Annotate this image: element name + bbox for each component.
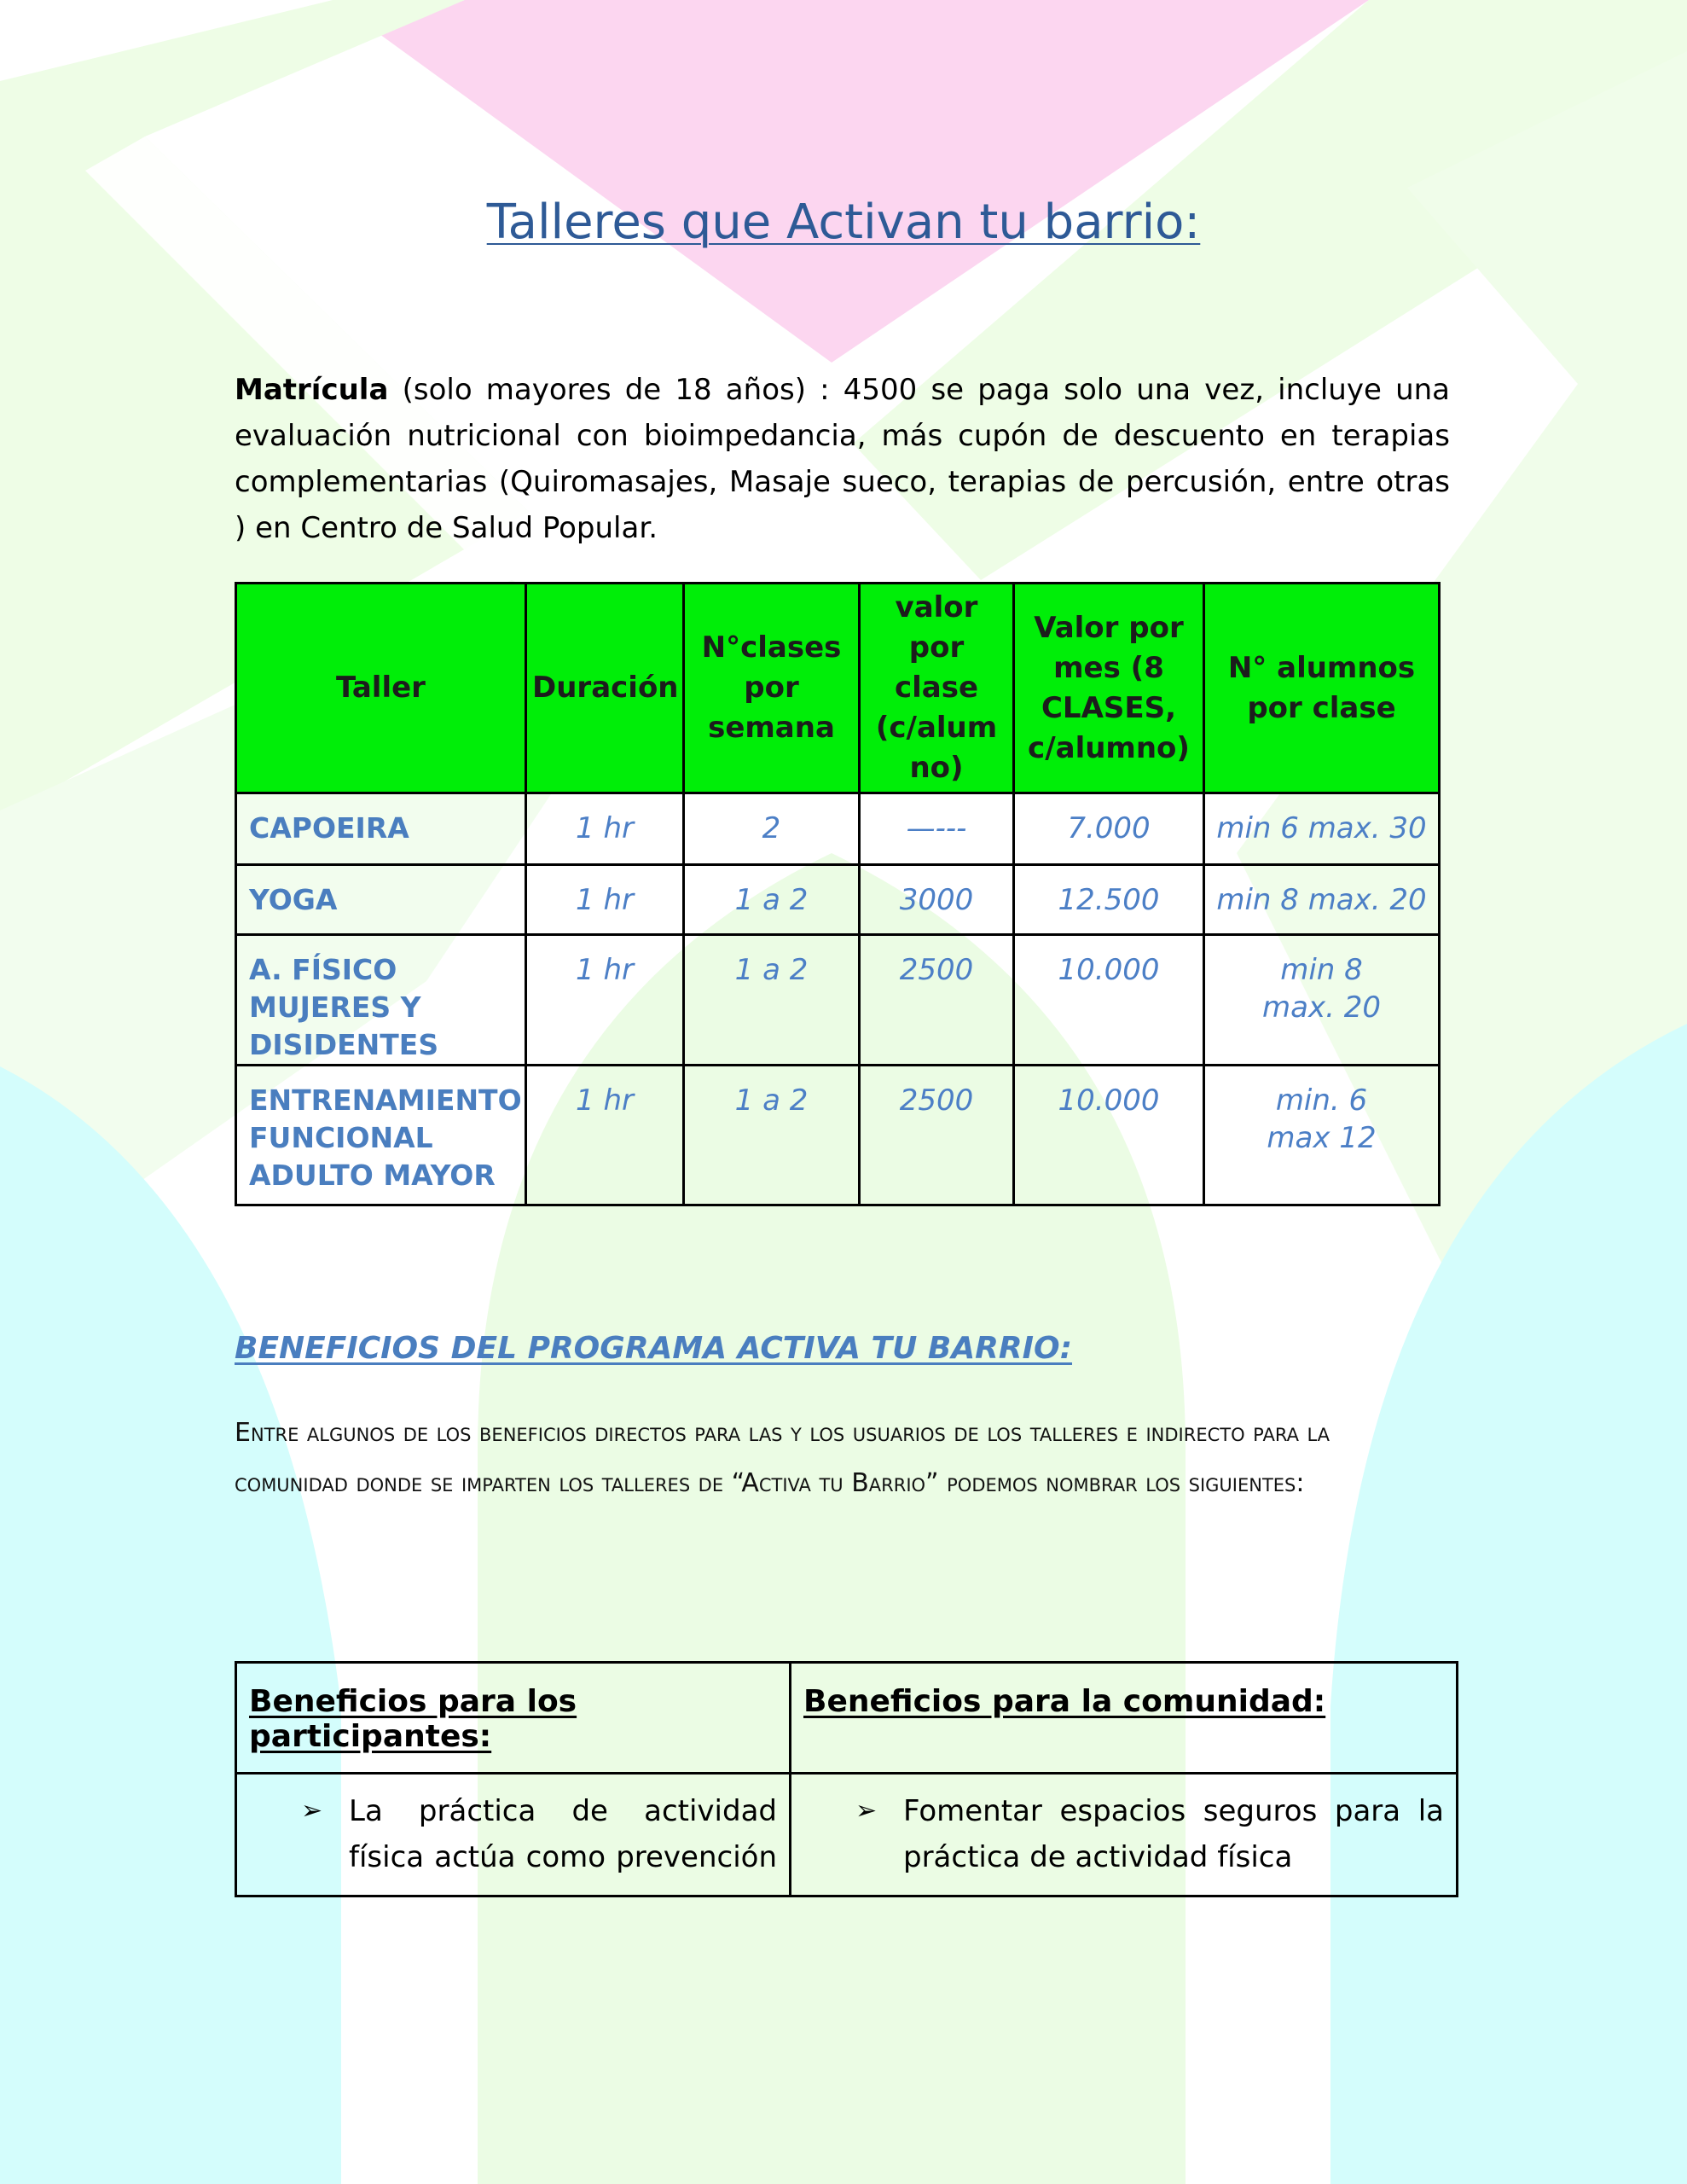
duracion-cell: 1 hr — [526, 935, 684, 1066]
valor-clase-cell: 3000 — [860, 865, 1014, 935]
valor-mes-cell: 7.000 — [1014, 793, 1204, 865]
alumnos-cell: min 6 max. 30 — [1204, 793, 1440, 865]
intro-paragraph — [235, 367, 1450, 551]
alumnos-cell: min. 6 max 12 — [1204, 1066, 1440, 1205]
valor-clase-cell: 2500 — [860, 935, 1014, 1066]
valor-mes-cell: 10.000 — [1014, 935, 1204, 1066]
beneficios-table — [235, 1661, 1458, 1897]
valor-mes-cell: 12.500 — [1014, 865, 1204, 935]
alumnos-cell: min 8 max. 20 — [1204, 865, 1440, 935]
participantes-item: La práctica de actividad física actúa como prevención — [349, 1794, 777, 1874]
intro-label: Matrícula — [235, 373, 389, 407]
valor-clase-cell: 2500 — [860, 1066, 1014, 1205]
taller-name: ENTRENAMIENTO FUNCIONAL ADULTO MAYOR — [236, 1066, 526, 1205]
clases-cell: 1 a 2 — [684, 865, 860, 935]
header-duracion: Duración — [526, 584, 684, 793]
intro-text: (solo mayores de 18 años) : 4500 se paga solo una vez, incluye una evaluación nutricional con bioimpedancia, más cupón de descuento en terapias complementarias (Quiromasajes, Masaje sueco, terapias de percusión, entre otras ) en Centro de Salud Popular. — [235, 373, 1450, 545]
alumnos-cell: min 8 max. 20 — [1204, 935, 1440, 1066]
comunidad-cell — [791, 1774, 1458, 1896]
table-row — [236, 935, 1440, 1066]
valor-clase-cell: —--- — [860, 793, 1014, 865]
list-item — [855, 1788, 1444, 1880]
clases-cell: 2 — [684, 793, 860, 865]
taller-name: CAPOEIRA — [236, 793, 526, 865]
page-title: Talleres que Activan tu barrio: — [486, 195, 1201, 250]
arrow-bullet-icon: ➢ — [855, 1796, 878, 1826]
header-alumnos-clase: N° alumnos por clase — [1204, 584, 1440, 793]
header-valor-clase: valor por clase (c/alum no) — [860, 584, 1014, 793]
clases-cell: 1 a 2 — [684, 935, 860, 1066]
beneficios-header-row — [236, 1663, 1458, 1774]
header-valor-mes: Valor por mes (8 CLASES, c/alumno) — [1014, 584, 1204, 793]
participantes-header — [236, 1663, 791, 1774]
comunidad-header-text: Beneficios para la comunidad: — [803, 1684, 1326, 1719]
duracion-cell: 1 hr — [526, 865, 684, 935]
talleres-table — [235, 582, 1441, 1206]
header-clases-semana: N°clases por semana — [684, 584, 860, 793]
clases-cell: 1 a 2 — [684, 1066, 860, 1205]
comunidad-header — [791, 1663, 1458, 1774]
beneficios-intro: Entre algunos de los beneficios directos para las y los usuarios de los talleres e indirecto para la comunidad donde se imparten los talleres de “Activa tu Barrio” podemos nombrar los siguientes: — [235, 1418, 1330, 1498]
beneficios-row — [236, 1774, 1458, 1896]
table-row — [236, 865, 1440, 935]
taller-name: YOGA — [236, 865, 526, 935]
list-item — [301, 1788, 777, 1880]
table-row — [236, 1066, 1440, 1205]
table-header-row — [236, 584, 1440, 793]
arrow-bullet-icon: ➢ — [301, 1796, 323, 1826]
comunidad-item: Fomentar espacios seguros para la práctica de actividad física — [903, 1794, 1444, 1874]
table-row — [236, 793, 1440, 865]
participantes-cell — [236, 1774, 791, 1896]
taller-name: A. FÍSICO MUJERES Y DISIDENTES — [236, 935, 526, 1066]
valor-mes-cell: 10.000 — [1014, 1066, 1204, 1205]
header-taller: Taller — [236, 584, 526, 793]
participantes-header-text: Beneficios para los participantes: — [249, 1684, 577, 1754]
beneficios-heading: BENEFICIOS DEL PROGRAMA ACTIVA TU BARRIO: — [235, 1331, 1073, 1366]
duracion-cell: 1 hr — [526, 1066, 684, 1205]
duracion-cell: 1 hr — [526, 793, 684, 865]
